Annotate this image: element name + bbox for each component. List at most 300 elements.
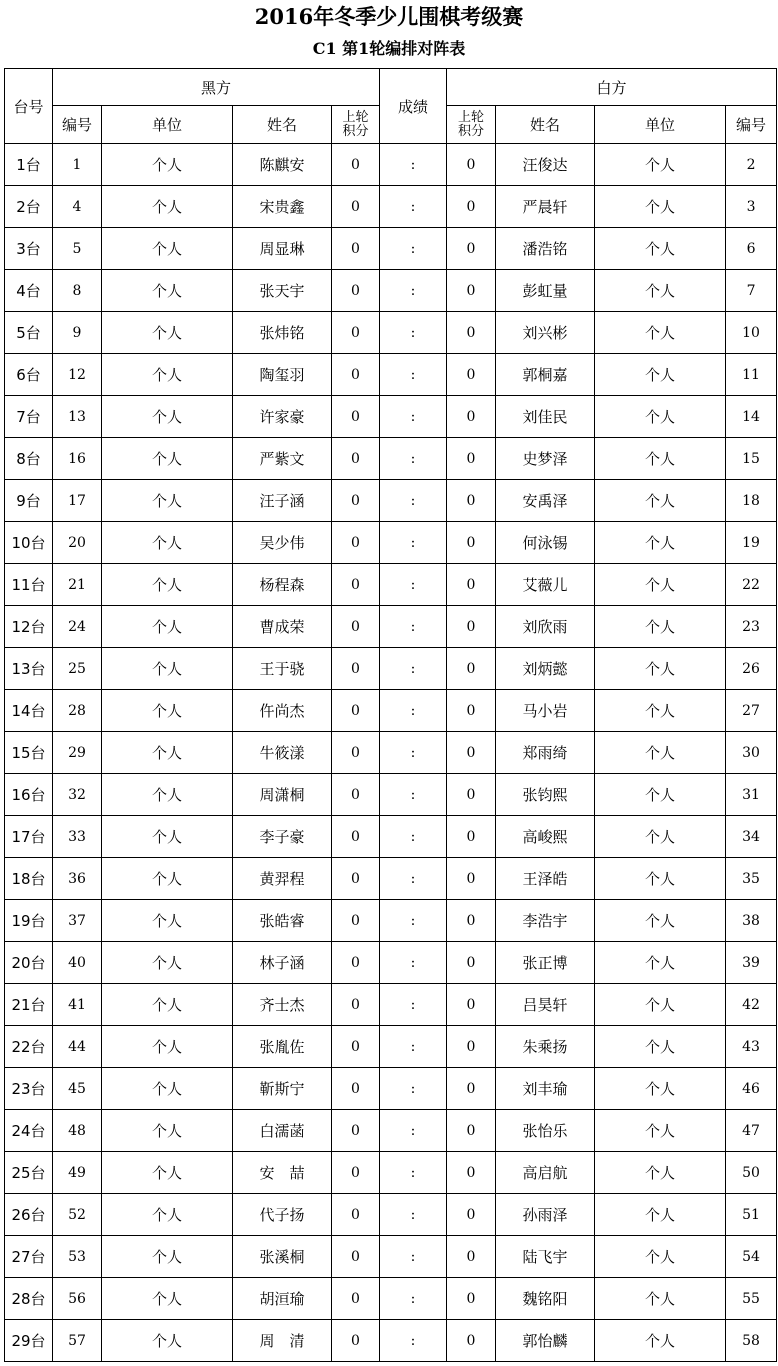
white-unit-cell: 个人 bbox=[595, 186, 726, 228]
black-prev-score-cell: 0 bbox=[332, 732, 380, 774]
board-cell: 22台 bbox=[5, 1026, 53, 1068]
black-prev-score-cell: 0 bbox=[332, 1110, 380, 1152]
white-unit-cell: 个人 bbox=[595, 900, 726, 942]
board-cell: 23台 bbox=[5, 1068, 53, 1110]
result-cell: : bbox=[380, 228, 447, 270]
black-unit-cell: 个人 bbox=[102, 900, 233, 942]
table-row bbox=[5, 648, 777, 690]
white-name-cell: 刘丰瑜 bbox=[496, 1068, 595, 1110]
result-cell: : bbox=[380, 438, 447, 480]
white-unit-cell: 个人 bbox=[595, 354, 726, 396]
white-prev-score-cell: 0 bbox=[447, 480, 496, 522]
black-number-cell: 5 bbox=[53, 228, 102, 270]
white-number-cell: 27 bbox=[726, 690, 777, 732]
black-number-cell: 44 bbox=[53, 1026, 102, 1068]
black-number-cell: 28 bbox=[53, 690, 102, 732]
black-unit-cell: 个人 bbox=[102, 858, 233, 900]
black-name-cell: 胡洹瑜 bbox=[233, 1278, 332, 1320]
black-unit-cell: 个人 bbox=[102, 564, 233, 606]
result-cell: : bbox=[380, 942, 447, 984]
table-row bbox=[5, 900, 777, 942]
white-prev-score-cell: 0 bbox=[447, 564, 496, 606]
black-name-cell: 王于骁 bbox=[233, 648, 332, 690]
result-cell: : bbox=[380, 690, 447, 732]
white-prev-score-cell: 0 bbox=[447, 984, 496, 1026]
board-cell: 7台 bbox=[5, 396, 53, 438]
black-unit-cell: 个人 bbox=[102, 186, 233, 228]
black-unit-cell: 个人 bbox=[102, 1320, 233, 1362]
black-prev-score-cell: 0 bbox=[332, 1236, 380, 1278]
result-cell: : bbox=[380, 774, 447, 816]
white-unit-cell: 个人 bbox=[595, 816, 726, 858]
result-cell: : bbox=[380, 858, 447, 900]
black-name-cell: 靳斯宁 bbox=[233, 1068, 332, 1110]
black-name-cell: 周潇桐 bbox=[233, 774, 332, 816]
white-name-cell: 高启航 bbox=[496, 1152, 595, 1194]
white-name-cell: 孙雨泽 bbox=[496, 1194, 595, 1236]
result-cell: : bbox=[380, 354, 447, 396]
table-row bbox=[5, 396, 777, 438]
result-cell: : bbox=[380, 312, 447, 354]
header-black-prev-score-text: 上轮 积分 bbox=[342, 109, 369, 139]
board-cell: 14台 bbox=[5, 690, 53, 732]
white-prev-score-cell: 0 bbox=[447, 942, 496, 984]
table-row bbox=[5, 480, 777, 522]
black-name-cell: 黄羿程 bbox=[233, 858, 332, 900]
white-prev-score-cell: 0 bbox=[447, 816, 496, 858]
black-unit-cell: 个人 bbox=[102, 354, 233, 396]
black-number-cell: 37 bbox=[53, 900, 102, 942]
table-row bbox=[5, 1236, 777, 1278]
board-cell: 6台 bbox=[5, 354, 53, 396]
black-name-cell: 吴少伟 bbox=[233, 522, 332, 564]
result-cell: : bbox=[380, 144, 447, 186]
white-prev-score-cell: 0 bbox=[447, 144, 496, 186]
black-prev-score-cell: 0 bbox=[332, 228, 380, 270]
white-unit-cell: 个人 bbox=[595, 1068, 726, 1110]
table-row bbox=[5, 1110, 777, 1152]
black-number-cell: 24 bbox=[53, 606, 102, 648]
white-number-cell: 22 bbox=[726, 564, 777, 606]
board-cell: 26台 bbox=[5, 1194, 53, 1236]
table-row bbox=[5, 1068, 777, 1110]
black-name-cell: 张皓睿 bbox=[233, 900, 332, 942]
result-cell: : bbox=[380, 984, 447, 1026]
white-unit-cell: 个人 bbox=[595, 1278, 726, 1320]
white-name-cell: 刘兴彬 bbox=[496, 312, 595, 354]
black-number-cell: 12 bbox=[53, 354, 102, 396]
black-prev-score-cell: 0 bbox=[332, 270, 380, 312]
black-prev-score-cell: 0 bbox=[332, 480, 380, 522]
board-cell: 15台 bbox=[5, 732, 53, 774]
black-name-cell: 张溪桐 bbox=[233, 1236, 332, 1278]
result-cell: : bbox=[380, 522, 447, 564]
white-name-cell: 郭桐嘉 bbox=[496, 354, 595, 396]
white-prev-score-cell: 0 bbox=[447, 354, 496, 396]
black-unit-cell: 个人 bbox=[102, 774, 233, 816]
black-prev-score-cell: 0 bbox=[332, 690, 380, 732]
black-prev-score-cell: 0 bbox=[332, 564, 380, 606]
header-white-number: 编号 bbox=[726, 106, 777, 144]
table-row bbox=[5, 606, 777, 648]
black-number-cell: 20 bbox=[53, 522, 102, 564]
board-cell: 17台 bbox=[5, 816, 53, 858]
black-unit-cell: 个人 bbox=[102, 438, 233, 480]
result-cell: : bbox=[380, 606, 447, 648]
white-number-cell: 39 bbox=[726, 942, 777, 984]
table-row bbox=[5, 438, 777, 480]
page-subtitle: C1 第1轮编排对阵表 bbox=[312, 39, 466, 58]
result-cell: : bbox=[380, 270, 447, 312]
header-black-number: 编号 bbox=[53, 106, 102, 144]
white-number-cell: 15 bbox=[726, 438, 777, 480]
white-name-cell: 潘浩铭 bbox=[496, 228, 595, 270]
white-name-cell: 高峻熙 bbox=[496, 816, 595, 858]
white-prev-score-cell: 0 bbox=[447, 606, 496, 648]
white-name-cell: 陆飞宇 bbox=[496, 1236, 595, 1278]
black-unit-cell: 个人 bbox=[102, 1110, 233, 1152]
black-number-cell: 21 bbox=[53, 564, 102, 606]
white-unit-cell: 个人 bbox=[595, 648, 726, 690]
board-cell: 4台 bbox=[5, 270, 53, 312]
white-unit-cell: 个人 bbox=[595, 1026, 726, 1068]
result-cell: : bbox=[380, 732, 447, 774]
black-number-cell: 13 bbox=[53, 396, 102, 438]
result-cell: : bbox=[380, 1278, 447, 1320]
white-unit-cell: 个人 bbox=[595, 942, 726, 984]
white-unit-cell: 个人 bbox=[595, 732, 726, 774]
result-cell: : bbox=[380, 1152, 447, 1194]
black-number-cell: 33 bbox=[53, 816, 102, 858]
black-number-cell: 41 bbox=[53, 984, 102, 1026]
board-cell: 10台 bbox=[5, 522, 53, 564]
white-name-cell: 何泳锡 bbox=[496, 522, 595, 564]
white-prev-score-cell: 0 bbox=[447, 1194, 496, 1236]
black-prev-score-cell: 0 bbox=[332, 1068, 380, 1110]
header-white: 白方 bbox=[447, 69, 777, 106]
board-cell: 16台 bbox=[5, 774, 53, 816]
black-unit-cell: 个人 bbox=[102, 1068, 233, 1110]
white-number-cell: 46 bbox=[726, 1068, 777, 1110]
white-unit-cell: 个人 bbox=[595, 144, 726, 186]
white-unit-cell: 个人 bbox=[595, 1194, 726, 1236]
black-unit-cell: 个人 bbox=[102, 522, 233, 564]
result-cell: : bbox=[380, 1110, 447, 1152]
white-unit-cell: 个人 bbox=[595, 522, 726, 564]
result-cell: : bbox=[380, 480, 447, 522]
white-unit-cell: 个人 bbox=[595, 270, 726, 312]
board-cell: 25台 bbox=[5, 1152, 53, 1194]
black-unit-cell: 个人 bbox=[102, 1194, 233, 1236]
board-cell: 20台 bbox=[5, 942, 53, 984]
white-unit-cell: 个人 bbox=[595, 312, 726, 354]
black-name-cell: 许家豪 bbox=[233, 396, 332, 438]
result-cell: : bbox=[380, 564, 447, 606]
black-name-cell: 代子扬 bbox=[233, 1194, 332, 1236]
white-unit-cell: 个人 bbox=[595, 858, 726, 900]
white-prev-score-cell: 0 bbox=[447, 900, 496, 942]
white-name-cell: 王泽皓 bbox=[496, 858, 595, 900]
white-name-cell: 安禹泽 bbox=[496, 480, 595, 522]
black-unit-cell: 个人 bbox=[102, 1278, 233, 1320]
white-prev-score-cell: 0 bbox=[447, 1278, 496, 1320]
black-prev-score-cell: 0 bbox=[332, 312, 380, 354]
white-unit-cell: 个人 bbox=[595, 480, 726, 522]
white-unit-cell: 个人 bbox=[595, 1110, 726, 1152]
white-name-cell: 张怡乐 bbox=[496, 1110, 595, 1152]
black-prev-score-cell: 0 bbox=[332, 942, 380, 984]
table-row bbox=[5, 186, 777, 228]
board-cell: 19台 bbox=[5, 900, 53, 942]
table-row bbox=[5, 564, 777, 606]
board-cell: 27台 bbox=[5, 1236, 53, 1278]
black-name-cell: 陈麒安 bbox=[233, 144, 332, 186]
page-title: 2016年冬季少儿围棋考级赛 bbox=[254, 4, 524, 29]
black-name-cell: 白濡菡 bbox=[233, 1110, 332, 1152]
white-name-cell: 魏铭阳 bbox=[496, 1278, 595, 1320]
black-number-cell: 4 bbox=[53, 186, 102, 228]
white-unit-cell: 个人 bbox=[595, 1320, 726, 1362]
white-prev-score-cell: 0 bbox=[447, 270, 496, 312]
result-cell: : bbox=[380, 186, 447, 228]
white-name-cell: 彭虹量 bbox=[496, 270, 595, 312]
black-unit-cell: 个人 bbox=[102, 648, 233, 690]
black-prev-score-cell: 0 bbox=[332, 900, 380, 942]
result-cell: : bbox=[380, 1068, 447, 1110]
white-unit-cell: 个人 bbox=[595, 564, 726, 606]
black-unit-cell: 个人 bbox=[102, 144, 233, 186]
header-white-prev-score bbox=[447, 106, 496, 144]
board-cell: 13台 bbox=[5, 648, 53, 690]
header-row-1 bbox=[5, 69, 777, 106]
black-name-cell: 严紫文 bbox=[233, 438, 332, 480]
black-prev-score-cell: 0 bbox=[332, 648, 380, 690]
black-number-cell: 40 bbox=[53, 942, 102, 984]
white-name-cell: 汪俊达 bbox=[496, 144, 595, 186]
black-name-cell: 陶玺羽 bbox=[233, 354, 332, 396]
white-number-cell: 23 bbox=[726, 606, 777, 648]
white-number-cell: 11 bbox=[726, 354, 777, 396]
black-name-cell: 牛筱漾 bbox=[233, 732, 332, 774]
black-name-cell: 曹成荣 bbox=[233, 606, 332, 648]
header-black-unit: 单位 bbox=[102, 106, 233, 144]
black-prev-score-cell: 0 bbox=[332, 816, 380, 858]
black-number-cell: 45 bbox=[53, 1068, 102, 1110]
white-prev-score-cell: 0 bbox=[447, 690, 496, 732]
black-number-cell: 9 bbox=[53, 312, 102, 354]
black-number-cell: 32 bbox=[53, 774, 102, 816]
board-cell: 29台 bbox=[5, 1320, 53, 1362]
black-unit-cell: 个人 bbox=[102, 1236, 233, 1278]
table-row bbox=[5, 732, 777, 774]
black-name-cell: 安 喆 bbox=[233, 1152, 332, 1194]
white-number-cell: 38 bbox=[726, 900, 777, 942]
table-row bbox=[5, 1194, 777, 1236]
white-number-cell: 43 bbox=[726, 1026, 777, 1068]
white-number-cell: 54 bbox=[726, 1236, 777, 1278]
white-number-cell: 58 bbox=[726, 1320, 777, 1362]
table-row bbox=[5, 942, 777, 984]
header-black: 黑方 bbox=[53, 69, 380, 106]
board-cell: 28台 bbox=[5, 1278, 53, 1320]
white-name-cell: 张钧熙 bbox=[496, 774, 595, 816]
black-prev-score-cell: 0 bbox=[332, 1278, 380, 1320]
black-unit-cell: 个人 bbox=[102, 1152, 233, 1194]
white-name-cell: 刘欣雨 bbox=[496, 606, 595, 648]
black-prev-score-cell: 0 bbox=[332, 1152, 380, 1194]
header-black-name: 姓名 bbox=[233, 106, 332, 144]
white-name-cell: 刘佳民 bbox=[496, 396, 595, 438]
header-black-prev-score bbox=[332, 106, 380, 144]
black-number-cell: 49 bbox=[53, 1152, 102, 1194]
white-prev-score-cell: 0 bbox=[447, 858, 496, 900]
black-number-cell: 57 bbox=[53, 1320, 102, 1362]
white-name-cell: 马小岩 bbox=[496, 690, 595, 732]
white-prev-score-cell: 0 bbox=[447, 648, 496, 690]
table-row bbox=[5, 1278, 777, 1320]
result-cell: : bbox=[380, 900, 447, 942]
board-cell: 5台 bbox=[5, 312, 53, 354]
board-cell: 18台 bbox=[5, 858, 53, 900]
table-row bbox=[5, 816, 777, 858]
table-row bbox=[5, 774, 777, 816]
white-unit-cell: 个人 bbox=[595, 984, 726, 1026]
table-row bbox=[5, 1320, 777, 1362]
black-number-cell: 16 bbox=[53, 438, 102, 480]
header-white-unit: 单位 bbox=[595, 106, 726, 144]
white-unit-cell: 个人 bbox=[595, 606, 726, 648]
white-number-cell: 47 bbox=[726, 1110, 777, 1152]
board-cell: 1台 bbox=[5, 144, 53, 186]
white-name-cell: 朱乘扬 bbox=[496, 1026, 595, 1068]
black-unit-cell: 个人 bbox=[102, 1026, 233, 1068]
black-prev-score-cell: 0 bbox=[332, 1194, 380, 1236]
result-cell: : bbox=[380, 648, 447, 690]
result-cell: : bbox=[380, 1320, 447, 1362]
white-prev-score-cell: 0 bbox=[447, 438, 496, 480]
white-number-cell: 34 bbox=[726, 816, 777, 858]
white-prev-score-cell: 0 bbox=[447, 1068, 496, 1110]
white-name-cell: 郭怡麟 bbox=[496, 1320, 595, 1362]
black-number-cell: 36 bbox=[53, 858, 102, 900]
black-prev-score-cell: 0 bbox=[332, 1026, 380, 1068]
white-number-cell: 55 bbox=[726, 1278, 777, 1320]
table-row bbox=[5, 690, 777, 732]
black-number-cell: 8 bbox=[53, 270, 102, 312]
black-unit-cell: 个人 bbox=[102, 606, 233, 648]
black-prev-score-cell: 0 bbox=[332, 186, 380, 228]
board-cell: 9台 bbox=[5, 480, 53, 522]
pairing-table bbox=[4, 68, 777, 1362]
table-row bbox=[5, 144, 777, 186]
black-number-cell: 29 bbox=[53, 732, 102, 774]
table-row bbox=[5, 858, 777, 900]
black-prev-score-cell: 0 bbox=[332, 606, 380, 648]
white-number-cell: 50 bbox=[726, 1152, 777, 1194]
white-number-cell: 31 bbox=[726, 774, 777, 816]
black-number-cell: 48 bbox=[53, 1110, 102, 1152]
table-row bbox=[5, 1152, 777, 1194]
black-unit-cell: 个人 bbox=[102, 312, 233, 354]
black-name-cell: 周显琳 bbox=[233, 228, 332, 270]
black-prev-score-cell: 0 bbox=[332, 438, 380, 480]
black-unit-cell: 个人 bbox=[102, 816, 233, 858]
white-name-cell: 刘炳懿 bbox=[496, 648, 595, 690]
table-row bbox=[5, 354, 777, 396]
table-row bbox=[5, 228, 777, 270]
white-prev-score-cell: 0 bbox=[447, 312, 496, 354]
black-number-cell: 56 bbox=[53, 1278, 102, 1320]
table-row bbox=[5, 522, 777, 564]
black-name-cell: 张天宇 bbox=[233, 270, 332, 312]
result-cell: : bbox=[380, 1236, 447, 1278]
black-name-cell: 仵尚杰 bbox=[233, 690, 332, 732]
result-cell: : bbox=[380, 396, 447, 438]
black-prev-score-cell: 0 bbox=[332, 144, 380, 186]
black-prev-score-cell: 0 bbox=[332, 522, 380, 564]
white-prev-score-cell: 0 bbox=[447, 1026, 496, 1068]
white-prev-score-cell: 0 bbox=[447, 1110, 496, 1152]
white-unit-cell: 个人 bbox=[595, 1152, 726, 1194]
board-cell: 12台 bbox=[5, 606, 53, 648]
white-number-cell: 35 bbox=[726, 858, 777, 900]
white-number-cell: 30 bbox=[726, 732, 777, 774]
black-number-cell: 17 bbox=[53, 480, 102, 522]
white-prev-score-cell: 0 bbox=[447, 186, 496, 228]
white-number-cell: 42 bbox=[726, 984, 777, 1026]
white-prev-score-cell: 0 bbox=[447, 522, 496, 564]
black-name-cell: 汪子涵 bbox=[233, 480, 332, 522]
black-number-cell: 52 bbox=[53, 1194, 102, 1236]
white-name-cell: 吕昊轩 bbox=[496, 984, 595, 1026]
black-unit-cell: 个人 bbox=[102, 732, 233, 774]
white-number-cell: 3 bbox=[726, 186, 777, 228]
board-cell: 24台 bbox=[5, 1110, 53, 1152]
white-number-cell: 6 bbox=[726, 228, 777, 270]
board-cell: 2台 bbox=[5, 186, 53, 228]
black-name-cell: 周 清 bbox=[233, 1320, 332, 1362]
white-prev-score-cell: 0 bbox=[447, 396, 496, 438]
board-cell: 3台 bbox=[5, 228, 53, 270]
white-number-cell: 51 bbox=[726, 1194, 777, 1236]
black-name-cell: 李子豪 bbox=[233, 816, 332, 858]
white-prev-score-cell: 0 bbox=[447, 1236, 496, 1278]
white-number-cell: 19 bbox=[726, 522, 777, 564]
header-white-name: 姓名 bbox=[496, 106, 595, 144]
white-number-cell: 26 bbox=[726, 648, 777, 690]
black-unit-cell: 个人 bbox=[102, 942, 233, 984]
white-name-cell: 张正博 bbox=[496, 942, 595, 984]
white-name-cell: 艾薇儿 bbox=[496, 564, 595, 606]
black-number-cell: 1 bbox=[53, 144, 102, 186]
black-unit-cell: 个人 bbox=[102, 228, 233, 270]
black-name-cell: 林子涵 bbox=[233, 942, 332, 984]
black-prev-score-cell: 0 bbox=[332, 354, 380, 396]
board-cell: 11台 bbox=[5, 564, 53, 606]
header-result: 成绩 bbox=[380, 69, 447, 144]
black-name-cell: 杨程森 bbox=[233, 564, 332, 606]
table-row bbox=[5, 270, 777, 312]
result-cell: : bbox=[380, 1194, 447, 1236]
black-prev-score-cell: 0 bbox=[332, 858, 380, 900]
black-name-cell: 张胤佐 bbox=[233, 1026, 332, 1068]
white-unit-cell: 个人 bbox=[595, 228, 726, 270]
black-name-cell: 张炜铭 bbox=[233, 312, 332, 354]
black-unit-cell: 个人 bbox=[102, 480, 233, 522]
black-number-cell: 53 bbox=[53, 1236, 102, 1278]
white-number-cell: 18 bbox=[726, 480, 777, 522]
white-unit-cell: 个人 bbox=[595, 690, 726, 732]
